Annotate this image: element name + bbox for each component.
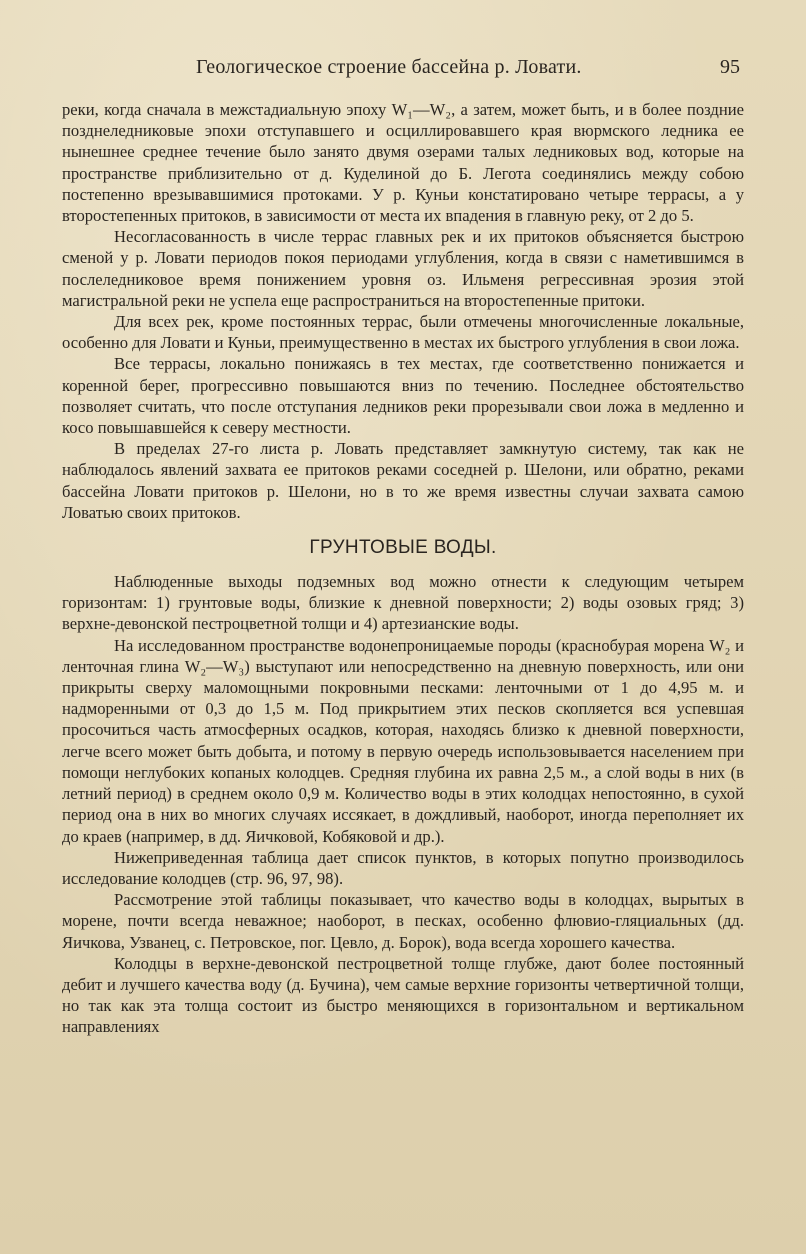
paragraph-local-terraces: Для всех рек, кроме постоянных террас, были отмечены многочисленные локальные, особенно для Ловати и Куньи, преимущественно в местах их быстрого углубления в свои ложа. [62, 312, 744, 353]
running-title: Геологическое строение бассейна р. Ловати. [196, 56, 582, 78]
paragraph-closed-system: В пределах 27-го листа р. Ловать представляет замкнутую систему, так как не наблюдалось явлений захвата ее притоков реками соседней р. Шелони, или обратно, реками бассейна Ловати притоков р. Шелони, но в то же время известны случаи захвата самою Ловатью своих притоков. [62, 439, 744, 522]
page-header [0, 56, 806, 86]
paragraph-terraces-rise: Все террасы, локально понижаясь в тех местах, где соответственно понижается и коренной берег, прогрессивно повышаются вниз по течению. Последнее обстоятельство позволяет считать, что после отступания ледников реки прорезывали свои ложа в медленно и косо повышавшейся к северу местности. [62, 354, 744, 438]
paragraph-impermeable-rocks: На исследованном пространстве водонепроницаемые породы (краснобурая морена W₂ и ленточная глина W₂—W₃) выступают или непосредственно на дневную поверхность, или они прикрыты сверху маломощными покровными песками: ленточными от 1 до 4,95 м. и надморенными от 0,3 до 1,5 м. Под прикрытием этих песков скопляется вся успевшая просочиться часть атмосферных осадков, которая, находясь близко к дневной поверхности, легче всего может быть добыта, и потому в первую очередь использовывается населением при помощи неглубоких копаных колодцев. Средняя глубина их равна 2,5 м., а слой воды в них (в летний период) в среднем около 0,9 м. Количество воды в этих колодцах непостоянно, в сухой период она в них во многих случаях иссякает, в дождливый, наоборот, иногда переполняет их до краев (например, в дд. Яичковой, Кобяковой и др.). [62, 635, 744, 846]
paragraph-horizons: Наблюденные выходы подземных вод можно отнести к следующим четырем горизонтам: 1) грунтовые воды, близкие к дневной поверхности; 2) воды озовых гряд; 3) верхне-девонской пестроцветной толщи и 4) артезианские воды. [62, 572, 744, 634]
paragraph-water-quality: Рассмотрение этой таблицы показывает, что качество воды в колодцах, вырытых в морене, почти всегда неважное; наоборот, в песках, особенно флювио-гляциальных (дд. Яичкова, Узванец, с. Петровское, пог. Цевло, д. Борок), вода всегда хорошего качества. [62, 890, 744, 952]
paragraph-continuation: реки, когда сначала в межстадиальную эпоху W₁—W₂, а затем, может быть, и в более поздние позднеледниковые эпохи отступавшего и осциллировавшего края вюрмского ледника ее нынешнее среднее течение было занято двумя озерами талых ледниковых вод, которые на пространстве приблизительно от д. Куделиной до Б. Легота соединялись между собою постепенно врезывавшимися протоками. У р. Куньи констатировано четыре террасы, а у второстепенных притоков, в зависимости от места их впадения в главную реку, от 2 до 5. [62, 100, 744, 226]
paragraph-devonian-wells: Колодцы в верхне-девонской пестроцветной толще глубже, дают более постоянный дебит и лучшего качества воду (д. Бучина), чем самые верхние горизонты четвертичной толщи, но так как эта толща состоит из быстро меняющихся в горизонтальном и вертикальном направлениях [62, 953, 744, 1037]
page-number: 95 [720, 56, 740, 78]
paragraph-table-reference: Нижеприведенная таблица дает список пунктов, в которых попутно производилось исследование колодцев (стр. 96, 97, 98). [62, 847, 744, 888]
paragraph-terrace-discordance: Несогласованность в числе террас главных рек и их притоков объясняется быстрою сменой у р. Ловати периодов покоя периодами углубления, когда в связи с наметившимся в послеледниковое время понижением уровня оз. Ильменя регрессивная эрозия этой магистральной реки не успела еще распространиться на второстепенные притоки. [62, 227, 744, 310]
section-heading: ГРУНТОВЫЕ ВОДЫ. [309, 537, 497, 559]
body-text [62, 99, 744, 1038]
